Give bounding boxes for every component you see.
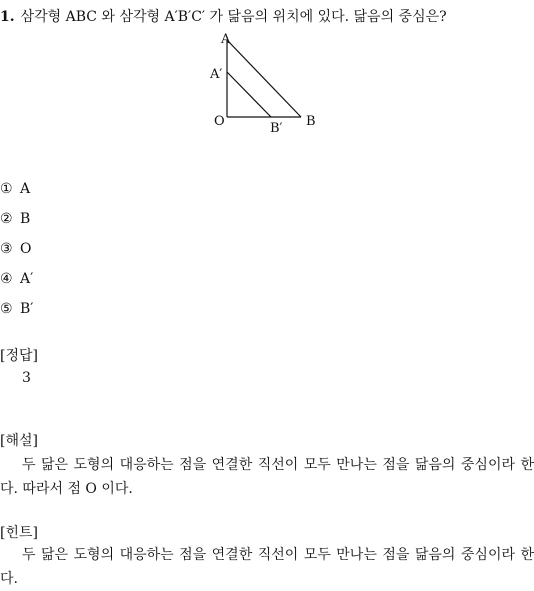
question-number: 1. [0,9,15,25]
explanation-label: [해설] [0,433,38,449]
choice-text: B′ [20,301,34,317]
side-AB [227,40,301,117]
choice-text: A [20,181,31,197]
hint-text: 두 닮은 도형의 대응하는 점을 연결한 직선이 모두 만나는 점을 닮음의 중심이라 한다. [0,547,534,587]
choice-text: A′ [20,271,34,287]
label-A: A [221,32,231,47]
choice-5[interactable] [0,301,33,317]
label-B-prime: B′ [270,121,283,136]
question-text: 삼각형 ABC 와 삼각형 A′B′C′ 가 닮음의 위치에 있다. 닮음의 중심은? [20,9,447,25]
hint-label: [힌트] [0,525,38,541]
choice-text: B [20,211,31,227]
choice-mark: ② [0,211,13,227]
choice-3[interactable] [0,241,31,257]
choice-mark: ④ [0,271,13,287]
choice-mark: ③ [0,241,13,257]
choice-4[interactable] [0,271,33,287]
answer-value: 3 [22,370,31,386]
label-B: B [306,114,316,129]
choice-mark: ⑤ [0,301,13,317]
choice-mark: ① [0,181,13,197]
label-O: O [214,114,225,129]
choice-1[interactable] [0,181,30,197]
label-A-prime: A′ [210,67,223,82]
choice-text: O [20,241,32,257]
explanation-text: 두 닮은 도형의 대응하는 점을 연결한 직선이 모두 만나는 점을 닮음의 중심이라 한다. 따라서 점 O 이다. [0,457,534,497]
answer-label: [정답] [0,348,38,364]
choice-2[interactable] [0,211,30,227]
triangle-figure [205,28,335,140]
question [0,6,534,26]
